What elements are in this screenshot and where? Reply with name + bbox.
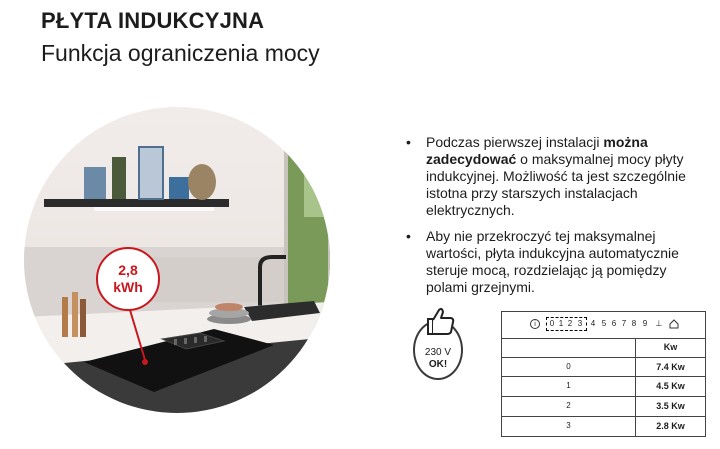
scale-level: 3 <box>577 319 583 328</box>
row-power: 3.5 Kw <box>635 396 705 416</box>
badge-unit: kWh <box>113 279 143 295</box>
bullet-text-after: o maksymalnej mocy płyty indukcyjnej. Możliwość ta jest szczególnie istotna przy starszych instalacjach elektrycznych. <box>426 151 686 218</box>
kitchen-photo <box>24 107 330 413</box>
row-level: 2 <box>566 401 571 410</box>
badge-value: 2,8 <box>118 262 138 278</box>
bullet-text-before: Podczas pierwszej instalacji <box>426 134 604 150</box>
table-row <box>502 396 705 417</box>
row-power: 2.8 Kw <box>635 416 705 436</box>
scale-level: 5 <box>601 319 607 328</box>
bullet-icon: • <box>406 228 411 244</box>
bullet-item <box>404 134 694 219</box>
table-row <box>502 416 705 436</box>
scale-level: 8 <box>631 319 637 328</box>
table-row <box>502 376 705 397</box>
thumbs-up-icon <box>424 306 456 336</box>
scale-level: 7 <box>621 319 627 328</box>
description-list <box>404 134 694 305</box>
page-title: PŁYTA INDUKCYJNA <box>41 8 265 33</box>
page-subtitle: Funkcja ograniczenia mocy <box>41 40 320 66</box>
voltage-label: 230 V <box>424 347 452 358</box>
power-limit-table <box>501 311 706 437</box>
row-power: 4.5 Kw <box>635 376 705 396</box>
power-scale-row <box>502 312 705 339</box>
scale-level: 1 <box>558 319 564 328</box>
bullet-item <box>404 228 694 296</box>
bullet-icon: • <box>406 134 411 150</box>
power-limit-badge <box>96 247 160 311</box>
row-level: 1 <box>566 381 571 390</box>
row-level: 0 <box>566 362 571 371</box>
table-row <box>502 357 705 377</box>
scale-level: 6 <box>611 319 617 328</box>
kitchen-illustration <box>24 107 330 413</box>
bullet-text: Aby nie przekroczyć tej maksymalnej wartości, płyta indukcyjna automatycznie steruje mocą, rozdzielając ją pomiędzy polami grzejnymi. <box>426 228 679 295</box>
scale-level: 2 <box>567 319 573 328</box>
lock-icon: ⊥ <box>655 319 663 328</box>
scale-level: 4 <box>590 319 596 328</box>
info-icon: i <box>530 319 540 329</box>
home-icon <box>669 319 679 329</box>
row-level: 3 <box>566 421 571 430</box>
voltage-ok-text <box>413 347 463 371</box>
table-header-row <box>502 338 705 358</box>
header-kw: Kw <box>635 338 705 357</box>
voltage-status: OK! <box>428 359 448 370</box>
scale-level: 0 <box>549 319 555 328</box>
scale-level: 9 <box>642 319 648 328</box>
bullet-bold-text: można zadecydować <box>426 134 648 167</box>
row-power: 7.4 Kw <box>635 357 705 376</box>
